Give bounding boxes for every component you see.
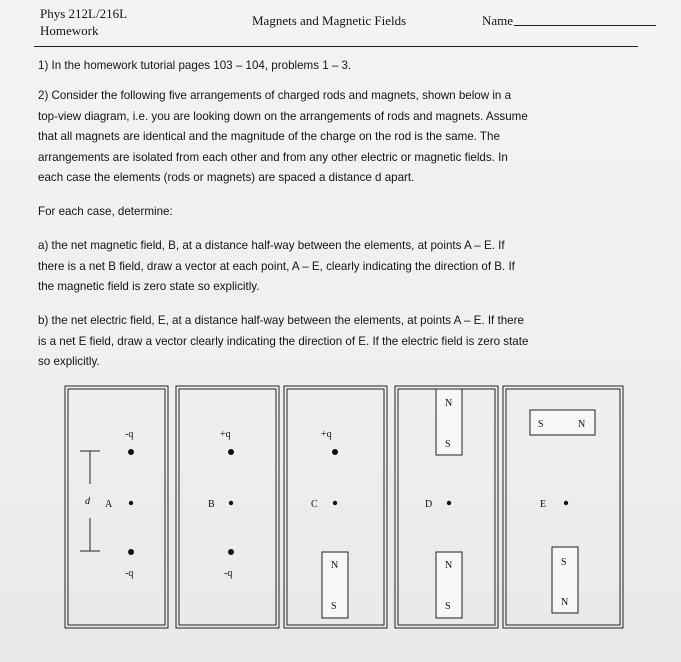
point-b xyxy=(229,501,233,505)
panel-4-lower-magnet-top-pole: N xyxy=(445,560,453,571)
panel-2-bottom-charge-label: -q xyxy=(224,568,233,579)
part-a-line: there is a net B field, draw a vector at each point, A – E, clearly indicating the direction of B. If xyxy=(38,259,515,273)
panel-5-lower-magnet-top-pole: S xyxy=(561,557,567,568)
point-d-label: D xyxy=(425,499,433,510)
panel-5-lower-magnet-bottom-pole: N xyxy=(561,597,569,608)
panel-3-charge-label: +q xyxy=(321,429,332,440)
problem-2-line: each case the elements (rods or magnets) are spaced a distance d apart. xyxy=(38,171,415,184)
page-title: Magnets and Magnetic Fields xyxy=(252,13,407,28)
name-label: Name xyxy=(482,13,514,28)
point-c-label: C xyxy=(311,499,318,510)
panel-3-charge xyxy=(332,449,338,455)
for-each-heading: For each case, determine: xyxy=(38,205,173,218)
panel-1-top-charge-label: -q xyxy=(125,429,134,440)
problem-2-line: top-view diagram, i.e. you are looking down on the arrangements of rods and magnets. Assume xyxy=(38,109,528,123)
problem-1: 1) In the homework tutorial pages 103 – 104, problems 1 – 3. xyxy=(38,59,352,72)
panel-1-frame xyxy=(65,386,168,628)
point-c xyxy=(333,501,337,505)
panel-1-bottom-charge xyxy=(128,549,134,555)
part-b-line: b) the net electric field, E, at a distance half-way between the elements, at points A – E. If there xyxy=(38,314,524,327)
point-a-label: A xyxy=(105,499,113,510)
document-type: Homework xyxy=(40,23,99,38)
panel-5-upper-magnet-right-pole: N xyxy=(578,419,586,430)
panel-2-top-charge-label: +q xyxy=(220,429,231,440)
panel-2-bottom-charge xyxy=(228,549,234,555)
panel-2-top-charge xyxy=(228,449,234,455)
panel-4-upper-magnet-bottom-pole: S xyxy=(445,439,451,450)
panel-3-magnet-bottom-pole: S xyxy=(331,601,337,612)
point-e-label: E xyxy=(540,499,547,510)
panel-2-frame xyxy=(176,386,279,628)
panel-2-frame-inner xyxy=(179,389,276,625)
point-e xyxy=(564,501,568,505)
panel-4-lower-magnet-bottom-pole: S xyxy=(445,601,451,612)
panel-1-frame-inner xyxy=(68,389,165,625)
part-b-line: so explicitly. xyxy=(38,355,100,368)
point-b-label: B xyxy=(208,499,215,510)
problem-2-line: that all magnets are identical and the magnitude of the charge on the rod is the same. The xyxy=(38,130,500,143)
course-code: Phys 212L/216L xyxy=(40,6,128,21)
panel-5-upper-magnet-left-pole: S xyxy=(538,419,544,430)
panel-1-bottom-charge-label: -q xyxy=(125,568,134,579)
problem-2-line: 2) Consider the following five arrangements of charged rods and magnets, shown below in a xyxy=(38,89,512,102)
panel-3-magnet-top-pole: N xyxy=(331,560,339,571)
panel-1-top-charge xyxy=(128,449,134,455)
d-label: d xyxy=(85,496,90,507)
problem-2-line: arrangements are isolated from each other and from any other electric or magnetic fields. In xyxy=(38,150,508,164)
point-d xyxy=(447,501,451,505)
part-a-line: a) the net magnetic field, B, at a distance half-way between the elements, at points A – E. If xyxy=(38,239,505,252)
point-a xyxy=(129,501,133,505)
part-b-line: is a net E field, draw a vector clearly indicating the direction of E. If the electric field is zero state xyxy=(38,334,529,348)
panel-4-upper-magnet-top-pole: N xyxy=(445,398,453,409)
part-a-line: the magnetic field is zero state so explicitly. xyxy=(38,280,260,293)
